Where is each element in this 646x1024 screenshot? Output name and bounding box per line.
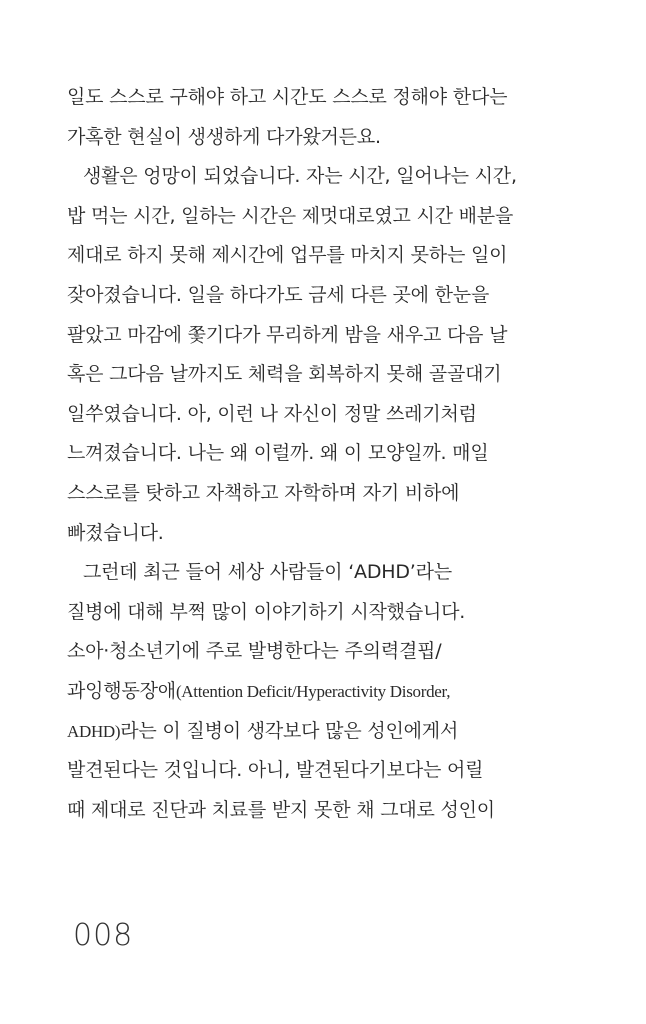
text-korean: 과잉행동장애 bbox=[67, 679, 176, 702]
text-line: 빠졌습니다. bbox=[67, 521, 164, 544]
text-line: 잦아졌습니다. 일을 하다가도 금세 다른 곳에 한눈을 bbox=[67, 283, 490, 306]
text-line: 일쑤였습니다. 아, 이런 나 자신이 정말 쓰레기처럼 bbox=[67, 402, 477, 425]
text-line: 소아·청소년기에 주로 발병한다는 주의력결핍/ bbox=[67, 640, 442, 663]
text-korean: 라는 이 질병이 생각보다 많은 성인에게서 bbox=[120, 719, 459, 742]
text-line bbox=[67, 672, 587, 712]
text-line: 혹은 그다음 날까지도 체력을 회복하지 못해 골골대기 bbox=[67, 363, 502, 386]
text-line: 밥 먹는 시간, 일하는 시간은 제멋대로였고 시간 배분을 bbox=[67, 204, 514, 227]
body-text bbox=[67, 78, 587, 830]
text-line: 때 제대로 진단과 치료를 받지 못한 채 그대로 성인이 bbox=[67, 798, 495, 821]
text-latin: ADHD) bbox=[67, 721, 121, 741]
text-line: 가혹한 현실이 생생하게 다가왔거든요. bbox=[67, 125, 381, 148]
text-line: 발견된다는 것입니다. 아니, 발견된다기보다는 어릴 bbox=[67, 759, 484, 782]
text-line: 생활은 엉망이 되었습니다. 자는 시간, 일어나는 시간, bbox=[83, 165, 517, 188]
text-line bbox=[67, 712, 587, 752]
text-line: 일도 스스로 구해야 하고 시간도 스스로 정해야 한다는 bbox=[67, 86, 508, 108]
text-line: 느껴졌습니다. 나는 왜 이럴까. 왜 이 모양일까. 매일 bbox=[67, 442, 489, 465]
text-line: 스스로를 탓하고 자책하고 자학하며 자기 비하에 bbox=[67, 481, 460, 504]
text-line: 그런데 최근 들어 세상 사람들이 ‘ADHD’라는 bbox=[83, 561, 452, 584]
text-line: 제대로 하지 못해 제시간에 업무를 마치지 못하는 일이 bbox=[67, 244, 508, 267]
text-line: 팔았고 마감에 쫓기다가 무리하게 밤을 새우고 다음 날 bbox=[67, 323, 508, 346]
text-line: 질병에 대해 부쩍 많이 이야기하기 시작했습니다. bbox=[67, 600, 466, 623]
text-latin: (Attention Deficit/Hyperactivity Disorder, bbox=[175, 681, 451, 701]
page-number: 008 bbox=[73, 918, 134, 953]
